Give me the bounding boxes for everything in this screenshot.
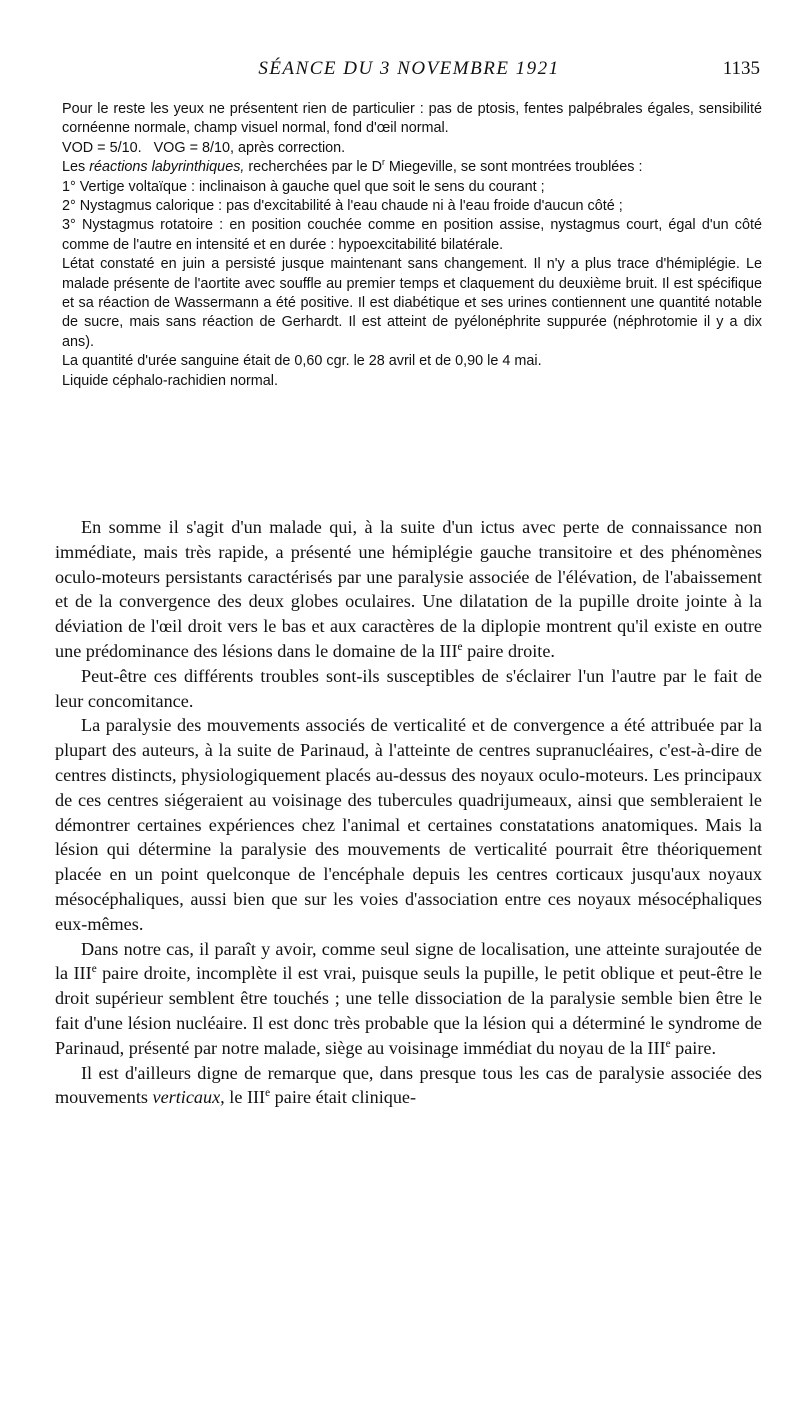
paragraph: Liquide céphalo-rachidien normal. xyxy=(62,372,278,389)
paragraph: Peut-être ces différents troubles sont-ils susceptibles de s'éclairer l'un l'autre par le fait de leur concomitance. xyxy=(55,665,762,711)
paragraph: La quantité d'urée sanguine était de 0,60 cgr. le 28 avril et de 0,90 le 4 mai. xyxy=(62,353,542,370)
page-header xyxy=(58,58,760,84)
paragraph: Il est d'ailleurs digne de remarque que, dans presque tous les cas de paralysie associée des mouvements verticaux, le IIIe paire était clinique- xyxy=(55,1062,762,1108)
discussion-text xyxy=(55,515,762,1110)
paragraph: Pour le reste les yeux ne présentent rien de particulier : pas de ptosis, fentes palpébrales égales, sensibilité cornéenne normale, champ visuel normal, fond d'œil normal. xyxy=(62,101,762,137)
paragraph: En somme il s'agit d'un malade qui, à la suite d'un ictus avec perte de connaissance non immédiate, mais très rapide, a présenté une hémiplégie gauche transitoire et des phénomènes oculo-moteurs persistants caractérisés par une paralysie associée de l'élévation, de l'abaissement et de la convergence des deux globes oculaires. Une dilatation de la pupille droite jointe à la déviation de l'œil droit vers le bas et aux caractères de la diplopie montrent qu'il existe en outre une prédominance des lésions dans le domaine de la IIIe paire droite. xyxy=(55,517,762,661)
paragraph: 1° Vertige voltaïque : inclinaison à gauche quel que soit le sens du courant ; xyxy=(62,178,545,195)
paragraph: 3° Nystagmus rotatoire : en position couchée comme en position assise, nystagmus court, égal d'un côté comme de l'autre en intensité et en durée : hypoexcitabilité bilatérale. xyxy=(62,217,762,253)
paragraph: La paralysie des mouvements associés de verticalité et de convergence a été attribuée par la plupart des auteurs, à la suite de Parinaud, à l'atteinte de centres supranucléaires, c'est-à-dire de centres distincts, physiologiquement placés au-dessus des noyaux oculo-moteurs. Les principaux de ces centres siégeraient au voisinage des tubercules quadrijumeaux, ainsi que sembleraient le démontrer certaines expériences chez l'animal et certaines constatations anatomiques. Mais la lésion qui détermine la paralysie des mouvements de verticalité pourrait être théoriquement placée en un point quelconque de l'encéphale depuis les centres corticaux jusqu'aux noyaux mésocéphaliques, aussi bien que sur les voies d'association entre ces noyaux mésocéphaliques eux-mêmes. xyxy=(55,715,762,934)
paragraph: Les réactions labyrinthiques, recherchées par le $D^r$ Miegeville, se sont montrées troublées : xyxy=(62,157,643,176)
paragraph: VOD = 5/10. VOG = 8/10, après correction. xyxy=(62,139,346,156)
paragraph: 2° Nystagmus calorique : pas d'excitabilité à l'eau chaude ni à l'eau froide d'aucun côté ; xyxy=(62,198,623,215)
case-report-notes xyxy=(62,100,762,391)
running-title: SÉANCE DU 3 NOVEMBRE 1921 xyxy=(258,58,560,79)
paragraph: Dans notre cas, il paraît y avoir, comme seul signe de localisation, une atteinte surajoutée de la IIIe paire droite, incomplète il est vrai, puisque seuls la pupille, le petit oblique et peut-être le droit supérieur semblent être touchés ; une telle dissociation de la paralysie semble bien être le fait d'une lésion nucléaire. Il est donc très probable que la lésion qui a déterminé le syndrome de Parinaud, présenté par notre malade, siège au voisinage immédiat du noyau de la IIIe paire. xyxy=(55,938,763,1058)
paragraph: Létat constaté en juin a persisté jusque maintenant sans changement. Il n'y a plus trace d'hémiplégie. Le malade présente de l'aortite avec souffle au premier temps et claquement du deuxième bruit. Il est spécifique et sa réaction de Wassermann a été positive. Il est diabétique et ses urines contiennent une quantité notable de sucre, mais sans réaction de Gerhardt. Il est atteint de pyélonéphrite suppurée (néphrotomie il y a dix ans). xyxy=(62,256,762,350)
page-number: 1135 xyxy=(722,58,760,79)
